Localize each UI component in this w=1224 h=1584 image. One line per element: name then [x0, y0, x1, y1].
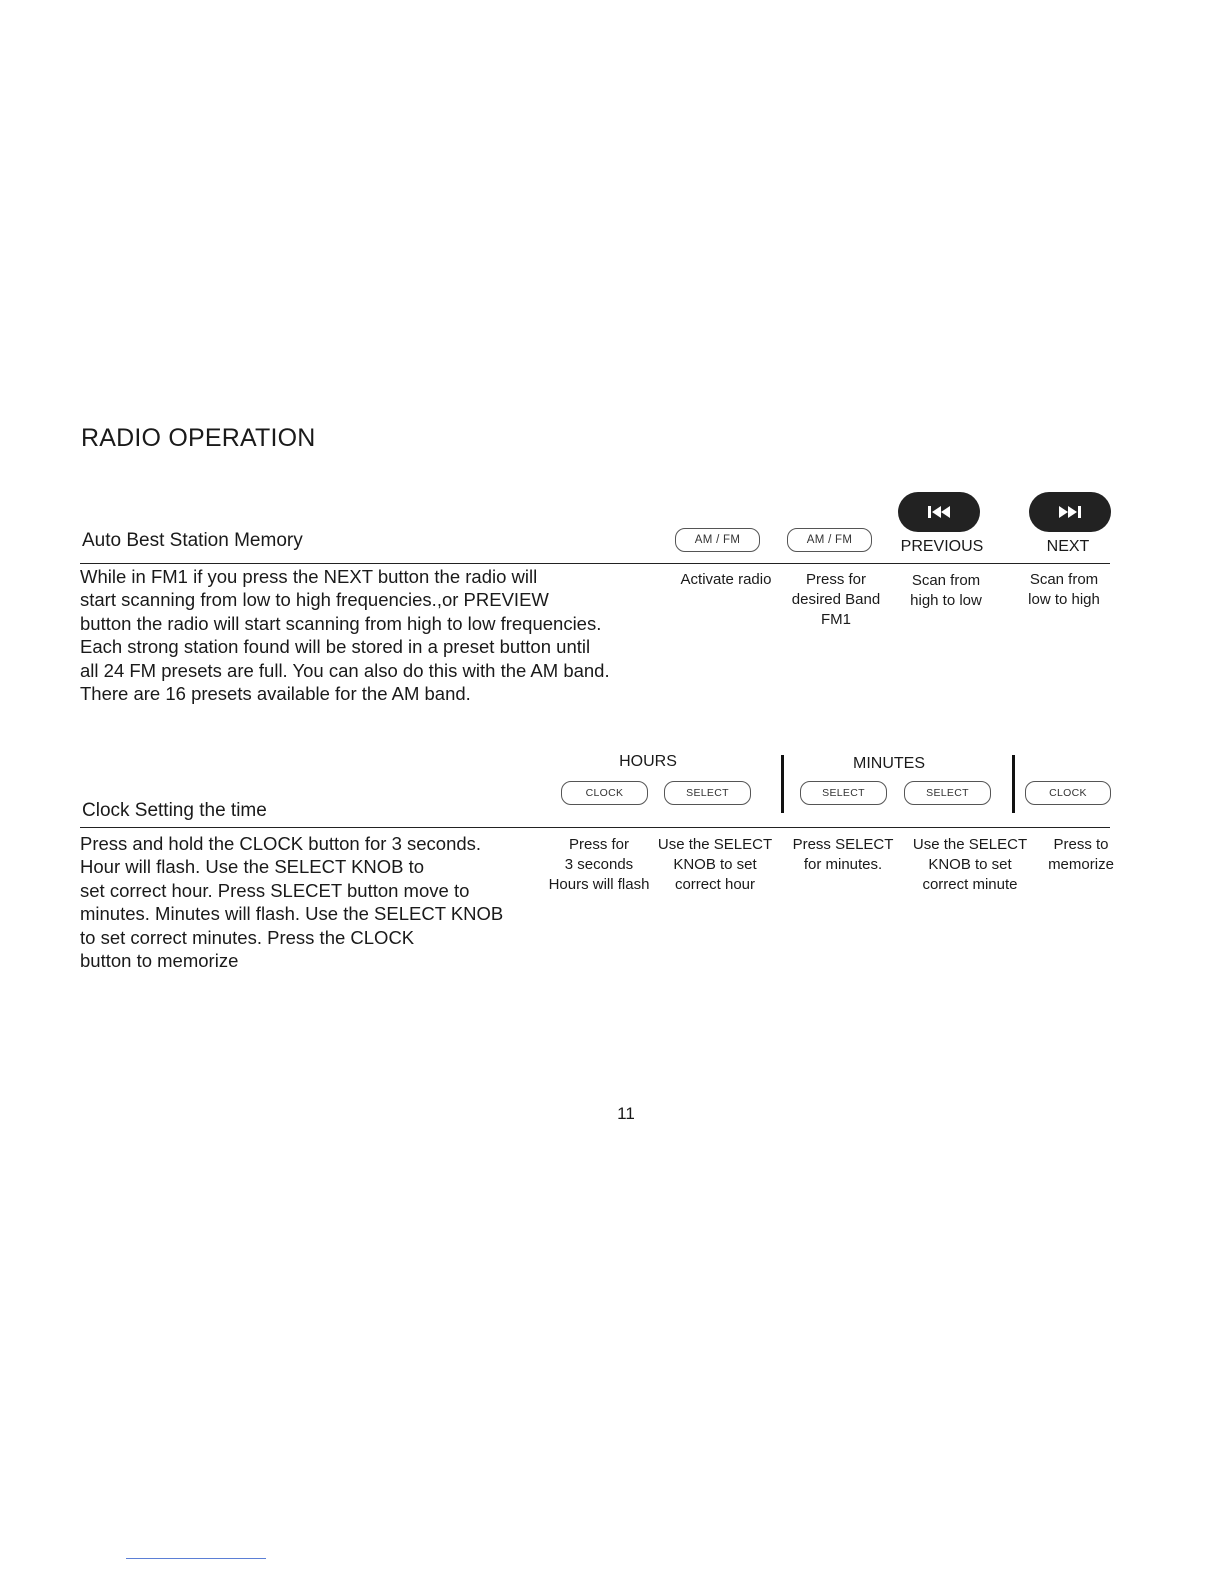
- auto-memory-heading: Auto Best Station Memory: [82, 530, 303, 551]
- clock-divider: [80, 827, 1110, 828]
- caption-hold-clock: Press for 3 seconds Hours will flash: [548, 836, 650, 893]
- next-label: NEXT: [1046, 538, 1090, 555]
- page-number: 11: [617, 1104, 635, 1123]
- clock-memorize-button[interactable]: CLOCK: [1025, 781, 1111, 805]
- caption-next: Scan from low to high: [1028, 571, 1100, 608]
- auto-memory-body: While in FM1 if you press the NEXT button the radio will start scanning from low to high frequencies.,or PREVIEW button the radio will start scanning from high to low frequencies. Each strong station found will be stored in a preset button until all 24 FM presets are full. You can also do this with the AM band. There are 16 presets available for the AM band.: [80, 566, 610, 705]
- previous-button[interactable]: [898, 492, 980, 532]
- caption-desired-band: Press for desired Band FM1: [791, 571, 881, 628]
- skip-previous-icon: [925, 503, 953, 521]
- select-button[interactable]: SELECT: [664, 781, 751, 805]
- next-button[interactable]: [1029, 492, 1111, 532]
- clock-body: Press and hold the CLOCK button for 3 seconds. Hour will flash. Use the SELECT KNOB to set correct hour. Press SLECET button move to minutes. Minutes will flash. Use the SELECT KNOB to set correct minutes. Press the CLOCK button to memorize: [80, 833, 504, 972]
- caption-memorize: Press to memorize: [1048, 836, 1114, 873]
- divider-bar: [1012, 755, 1015, 813]
- caption-set-minute: Use the SELECT KNOB to set correct minute: [912, 836, 1028, 893]
- select-button[interactable]: SELECT: [904, 781, 991, 805]
- am-fm-band-button[interactable]: AM / FM: [787, 528, 872, 552]
- auto-memory-divider: [80, 563, 1110, 564]
- caption-previous: Scan from high to low: [910, 572, 982, 609]
- minutes-label: MINUTES: [853, 755, 925, 772]
- select-button[interactable]: SELECT: [800, 781, 887, 805]
- am-fm-button[interactable]: AM / FM: [675, 528, 760, 552]
- previous-label: PREVIOUS: [900, 538, 984, 555]
- caption-activate-radio: Activate radio: [680, 571, 772, 588]
- caption-set-hour: Use the SELECT KNOB to set correct hour: [657, 836, 773, 893]
- caption-press-select: Press SELECT for minutes.: [792, 836, 894, 873]
- skip-next-icon: [1056, 503, 1084, 521]
- hours-label: HOURS: [619, 753, 677, 770]
- page-title: RADIO OPERATION: [81, 424, 316, 452]
- footer-line: [126, 1558, 266, 1559]
- clock-button[interactable]: CLOCK: [561, 781, 648, 805]
- clock-heading: Clock Setting the time: [82, 800, 267, 821]
- divider-bar: [781, 755, 784, 813]
